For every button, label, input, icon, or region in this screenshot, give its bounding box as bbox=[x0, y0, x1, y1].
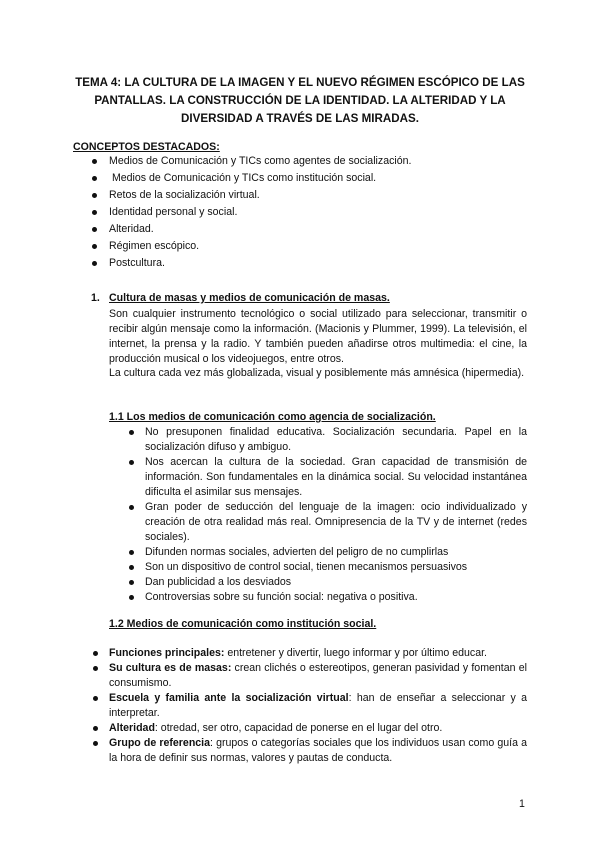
bullet-icon bbox=[92, 193, 97, 198]
section-1-1-heading: 1.1 Los medios de comunicación como agencia de socialización. bbox=[109, 411, 436, 423]
section-1-paragraph-1: Son cualquier instrumento tecnológico o social utilizado para seleccionar, transmitir o recibir algún mensaje como la información. (Macionis y Plummer, 1999). La televisión, el internet, la prensa y la radio. Y también pueden añadirse otros multimedia: el cine, la producción musical o los videojuegos, entre otros. bbox=[109, 308, 527, 365]
bullet-icon bbox=[129, 565, 134, 570]
section-1-2-heading: 1.2 Medios de comunicación como institución social. bbox=[109, 618, 377, 630]
bullet-icon bbox=[93, 696, 98, 701]
list-item: Medios de Comunicación y TICs como institución social. bbox=[73, 171, 513, 188]
list-item: Nos acercan la cultura de la sociedad. Gran capacidad de transmisión de información. Son fundamentales en la dinámica social. Su velocidad instantánea dificulta el asimilar sus mensajes. bbox=[109, 455, 527, 500]
list-item: Difunden normas sociales, advierten del peligro de no cumplirlas bbox=[109, 545, 527, 560]
section-1-1-list bbox=[109, 425, 527, 605]
term: Funciones principales: bbox=[109, 647, 225, 659]
list-item: Régimen escópico. bbox=[73, 239, 513, 256]
list-item: Escuela y familia ante la socialización virtual: han de enseñar a seleccionar y a interpretar. bbox=[91, 691, 527, 721]
list-item: Son un dispositivo de control social, tienen mecanismos persuasivos bbox=[109, 560, 527, 575]
section-heading-text: Cultura de masas y medios de comunicación de masas. bbox=[109, 292, 390, 304]
bullet-icon bbox=[92, 227, 97, 232]
section-1-heading bbox=[91, 291, 390, 306]
bullet-icon bbox=[129, 430, 134, 435]
bullet-icon bbox=[93, 651, 98, 656]
list-item: Controversias sobre su función social: negativa o positiva. bbox=[109, 590, 527, 605]
list-item: Alteridad. bbox=[73, 222, 513, 239]
term: Alteridad bbox=[109, 722, 155, 734]
list-item: No presuponen finalidad educativa. Socialización secundaria. Papel en la socialización difuso y ambiguo. bbox=[109, 425, 527, 455]
term: Escuela y familia ante la socialización virtual bbox=[109, 692, 349, 704]
section-1-paragraph-2: La cultura cada vez más globalizada, visual y posiblemente más amnésica (hipermedia). bbox=[109, 367, 525, 379]
list-item: Postcultura. bbox=[73, 256, 513, 273]
section-number: 1. bbox=[91, 292, 100, 304]
term: Su cultura es de masas: bbox=[109, 662, 232, 674]
bullet-icon bbox=[93, 666, 98, 671]
bullet-icon bbox=[92, 159, 97, 164]
bullet-icon bbox=[93, 726, 98, 731]
concepts-label: CONCEPTOS DESTACADOS: bbox=[73, 141, 220, 153]
page-number: 1 bbox=[519, 798, 525, 810]
term: Grupo de referencia bbox=[109, 737, 211, 749]
bullet-icon bbox=[129, 595, 134, 600]
bullet-icon bbox=[92, 261, 97, 266]
list-item: Alteridad: otredad, ser otro, capacidad de ponerse en el lugar del otro. bbox=[91, 721, 527, 736]
list-item: Gran poder de seducción del lenguaje de la imagen: ocio individualizado y creación de otra realidad más real. Omnipresencia de la TV y de internet (redes sociales). bbox=[109, 500, 527, 545]
bullet-icon bbox=[92, 210, 97, 215]
list-item: Grupo de referencia: grupos o categorías sociales que los individuos usan como guía a la hora de definir sus normas, valores y pautas de conducta. bbox=[91, 736, 527, 766]
bullet-icon bbox=[129, 580, 134, 585]
bullet-icon bbox=[92, 176, 97, 181]
section-1-2-list bbox=[91, 646, 527, 766]
bullet-icon bbox=[129, 550, 134, 555]
bullet-icon bbox=[92, 244, 97, 249]
concepts-list bbox=[73, 154, 513, 273]
list-item: Funciones principales: entretener y divertir, luego informar y por último educar. bbox=[91, 646, 527, 661]
list-item: Identidad personal y social. bbox=[73, 205, 513, 222]
bullet-icon bbox=[129, 505, 134, 510]
list-item: Retos de la socialización virtual. bbox=[73, 188, 513, 205]
list-item: Dan publicidad a los desviados bbox=[109, 575, 527, 590]
list-item: Su cultura es de masas: crean clichés o estereotipos, generan pasividad y fomentan el consumismo. bbox=[91, 661, 527, 691]
bullet-icon bbox=[129, 460, 134, 465]
list-item: Medios de Comunicación y TICs como agentes de socialización. bbox=[73, 154, 513, 171]
document-title: TEMA 4: LA CULTURA DE LA IMAGEN Y EL NUEVO RÉGIMEN ESCÓPICO DE LAS PANTALLAS. LA CONSTRUCCIÓN DE LA IDENTIDAD. LA ALTERIDAD Y LA DIVERSIDAD A TRAVÉS DE LAS MIRADAS. bbox=[75, 76, 525, 125]
bullet-icon bbox=[93, 741, 98, 746]
